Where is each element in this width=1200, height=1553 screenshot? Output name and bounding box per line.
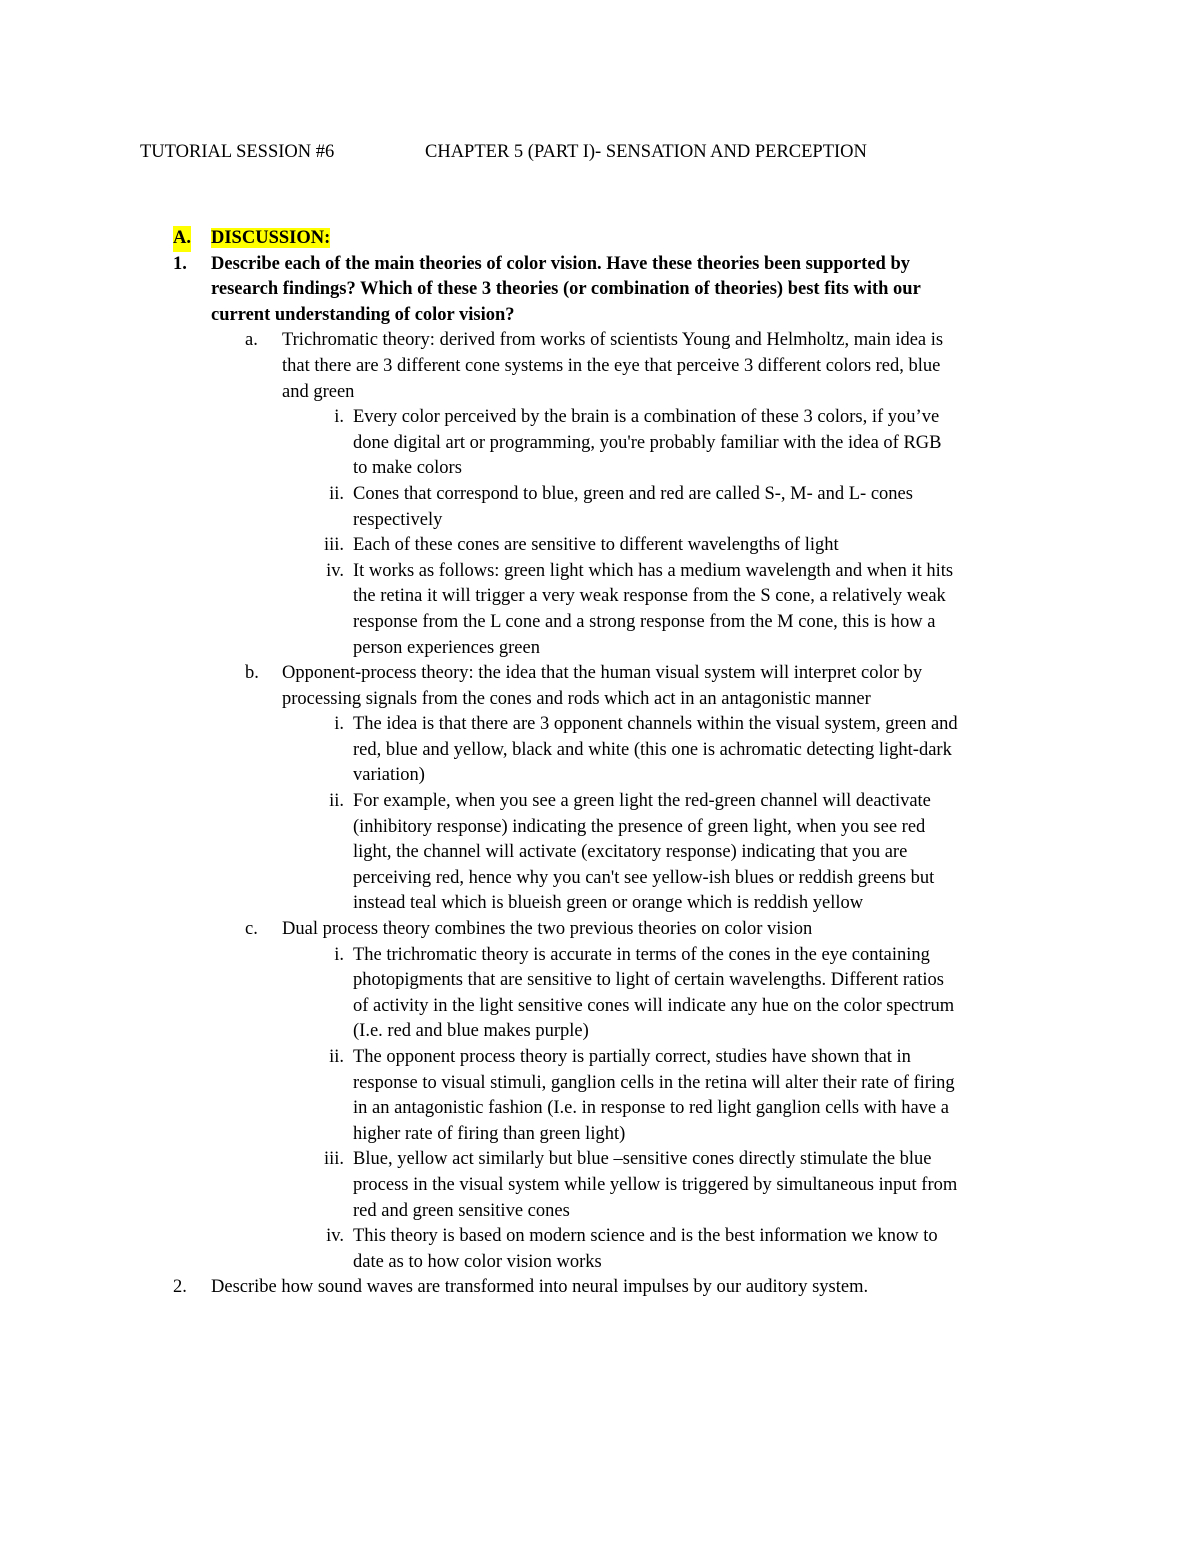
subpoint-a-item-marker: iii. (323, 535, 344, 556)
subpoint-a-line (0, 380, 1200, 406)
subpoint-b-item-line (0, 738, 1200, 764)
subpoint-a-item-line (0, 610, 1200, 636)
subpoint-a-item-line (0, 559, 1200, 585)
subpoint-b-item-marker: i. (334, 714, 344, 735)
section-title: DISCUSSION: (211, 228, 331, 248)
subpoint-c-item-marker: iii. (323, 1149, 344, 1170)
subpoint-a-item-line (0, 482, 1200, 508)
subpoint-a-item-text: respectively (353, 509, 443, 530)
subpoint-a-item-line (0, 636, 1200, 662)
subpoint-a-item-line (0, 533, 1200, 559)
subpoint-b-item-text: perceiving red, hence why you can't see yellow-ish blues or reddish greens but (353, 867, 935, 888)
subpoint-b-line (0, 687, 1200, 713)
subpoint-c-item-line (0, 1045, 1200, 1071)
question-1-text: research findings? Which of these 3 theories (or combination of theories) best fits with our (211, 279, 921, 300)
question-1-text: Describe each of the main theories of color vision. Have these theories been supported by (211, 253, 910, 274)
subpoint-c-item-marker: ii. (329, 1047, 344, 1067)
subpoint-c-item-line (0, 943, 1200, 969)
subpoint-c-item-text: The opponent process theory is partially correct, studies have shown that in (353, 1047, 911, 1067)
subpoint-b-item-text: instead teal which is blueish green or orange which is reddish yellow (353, 893, 864, 914)
question-2-text: Describe how sound waves are transformed into neural impulses by our auditory system. (211, 1277, 869, 1298)
subpoint-a-item-marker: iv. (326, 560, 344, 581)
question-1-text: current understanding of color vision? (211, 304, 515, 325)
subpoint-c-item-text: in an antagonistic fashion (I.e. in response to red light ganglion cells with have a (353, 1098, 949, 1119)
subpoint-b-item-text: The idea is that there are 3 opponent channels within the visual system, green and (353, 714, 958, 735)
subpoint-c-line (0, 917, 1200, 943)
subpoint-c-item-line (0, 994, 1200, 1020)
section-heading (0, 226, 1200, 252)
header-chapter: CHAPTER 5 (PART I)- SENSATION AND PERCEPTION (425, 142, 867, 162)
subpoint-b-item-line (0, 712, 1200, 738)
subpoint-c-item-text: of activity in the light sensitive cones will indicate any hue on the color spectrum (353, 995, 955, 1016)
question-2-line (0, 1275, 1200, 1301)
subpoint-b-item-text: For example, when you see a green light the red-green channel will deactivate (353, 791, 931, 812)
subpoint-c-item-line (0, 1147, 1200, 1173)
subpoint-c-marker: c. (245, 919, 258, 940)
subpoint-b-line (0, 661, 1200, 687)
question-1-line (0, 303, 1200, 329)
subpoint-a-item-line (0, 508, 1200, 534)
subpoint-a-item-text: response from the L cone and a strong response from the M cone, this is how a (353, 611, 936, 632)
subpoint-a-text: and green (282, 381, 355, 402)
subpoint-b-text: Opponent-process theory: the idea that the human visual system will interpret color by (282, 663, 923, 684)
subpoint-a-item-line (0, 456, 1200, 482)
subpoint-b-item-line (0, 789, 1200, 815)
subpoint-a-item-text: Each of these cones are sensitive to different wavelengths of light (353, 535, 839, 556)
subpoint-b-item-text: (inhibitory response) indicating the presence of green light, when you see red (353, 816, 926, 837)
subpoint-c-item-text: The trichromatic theory is accurate in terms of the cones in the eye containing (353, 944, 930, 965)
subpoint-c-item-text: photopigments that are sensitive to light of certain wavelengths. Different ratios (353, 970, 944, 991)
subpoint-a-item-text: It works as follows: green light which has a medium wavelength and when it hits (353, 560, 954, 581)
subpoint-c-item-text: response to visual stimuli, ganglion cells in the retina will alter their rate of firing (353, 1072, 955, 1093)
subpoint-c-item-line (0, 1122, 1200, 1148)
subpoint-a-item-text: person experiences green (353, 637, 540, 658)
subpoint-a-item-line (0, 405, 1200, 431)
subpoint-c-item-line (0, 968, 1200, 994)
subpoint-a-marker: a. (245, 330, 258, 351)
subpoint-a-item-text: Cones that correspond to blue, green and red are called S-, M- and L- cones (353, 483, 913, 504)
subpoint-c-item-line (0, 1019, 1200, 1045)
subpoint-c-item-line (0, 1173, 1200, 1199)
document-body (0, 226, 1200, 1301)
subpoint-c-item-text: Blue, yellow act similarly but blue –sensitive cones directly stimulate the blue (353, 1149, 932, 1170)
subpoint-b-item-line (0, 763, 1200, 789)
question-1-line (0, 277, 1200, 303)
question-2-marker: 2. (173, 1277, 187, 1298)
subpoint-c-item-text: date as to how color vision works (353, 1251, 602, 1272)
question-1-marker: 1. (173, 253, 187, 274)
subpoint-c-item-line (0, 1096, 1200, 1122)
subpoint-a-item-line (0, 431, 1200, 457)
subpoint-a-item-text: to make colors (353, 458, 462, 479)
subpoint-a-item-marker: ii. (329, 483, 344, 504)
page-header (140, 142, 867, 163)
subpoint-b-item-line (0, 840, 1200, 866)
subpoint-c-item-line (0, 1250, 1200, 1276)
subpoint-a-text: Trichromatic theory: derived from works of scientists Young and Helmholtz, main idea is (282, 330, 944, 351)
subpoint-b-item-text: red, blue and yellow, black and white (this one is achromatic detecting light-dark (353, 739, 952, 760)
subpoint-a-line (0, 328, 1200, 354)
subpoint-c-item-text: red and green sensitive cones (353, 1200, 570, 1221)
section-marker: A. (173, 226, 191, 252)
subpoint-b-item-marker: ii. (329, 791, 344, 812)
subpoint-a-item-line (0, 584, 1200, 610)
subpoint-b-marker: b. (245, 663, 259, 684)
subpoint-b-item-line (0, 815, 1200, 841)
subpoint-c-item-line (0, 1199, 1200, 1225)
subpoint-c-item-text: process in the visual system while yellow is triggered by simultaneous input from (353, 1174, 958, 1195)
subpoint-a-item-text: done digital art or programming, you're probably familiar with the idea of RGB (353, 432, 942, 453)
subpoint-c-item-text: (I.e. red and blue makes purple) (353, 1021, 589, 1042)
subpoint-a-item-text: the retina it will trigger a very weak response from the S cone, a relatively weak (353, 586, 946, 607)
header-session: TUTORIAL SESSION #6 (140, 142, 335, 162)
subpoint-c-item-text: This theory is based on modern science and is the best information we know to (353, 1226, 938, 1247)
subpoint-a-item-text: Every color perceived by the brain is a combination of these 3 colors, if you’ve (353, 407, 940, 428)
subpoint-a-item-marker: i. (334, 407, 344, 428)
subpoint-b-item-line (0, 891, 1200, 917)
subpoint-b-item-text: light, the channel will activate (excitatory response) indicating that you are (353, 842, 908, 863)
subpoint-c-text: Dual process theory combines the two previous theories on color vision (282, 919, 813, 940)
subpoint-c-item-text: higher rate of firing than green light) (353, 1123, 626, 1144)
subpoint-b-text: processing signals from the cones and rods which act in an antagonistic manner (282, 688, 871, 709)
question-1-line (0, 252, 1200, 278)
subpoint-b-item-line (0, 866, 1200, 892)
subpoint-c-item-line (0, 1224, 1200, 1250)
subpoint-a-line (0, 354, 1200, 380)
subpoint-a-text: that there are 3 different cone systems in the eye that perceive 3 different colors red, blue (282, 355, 941, 376)
subpoint-c-item-marker: iv. (326, 1226, 344, 1247)
subpoint-c-item-marker: i. (334, 944, 344, 965)
subpoint-c-item-line (0, 1071, 1200, 1097)
subpoint-b-item-text: variation) (353, 765, 425, 786)
